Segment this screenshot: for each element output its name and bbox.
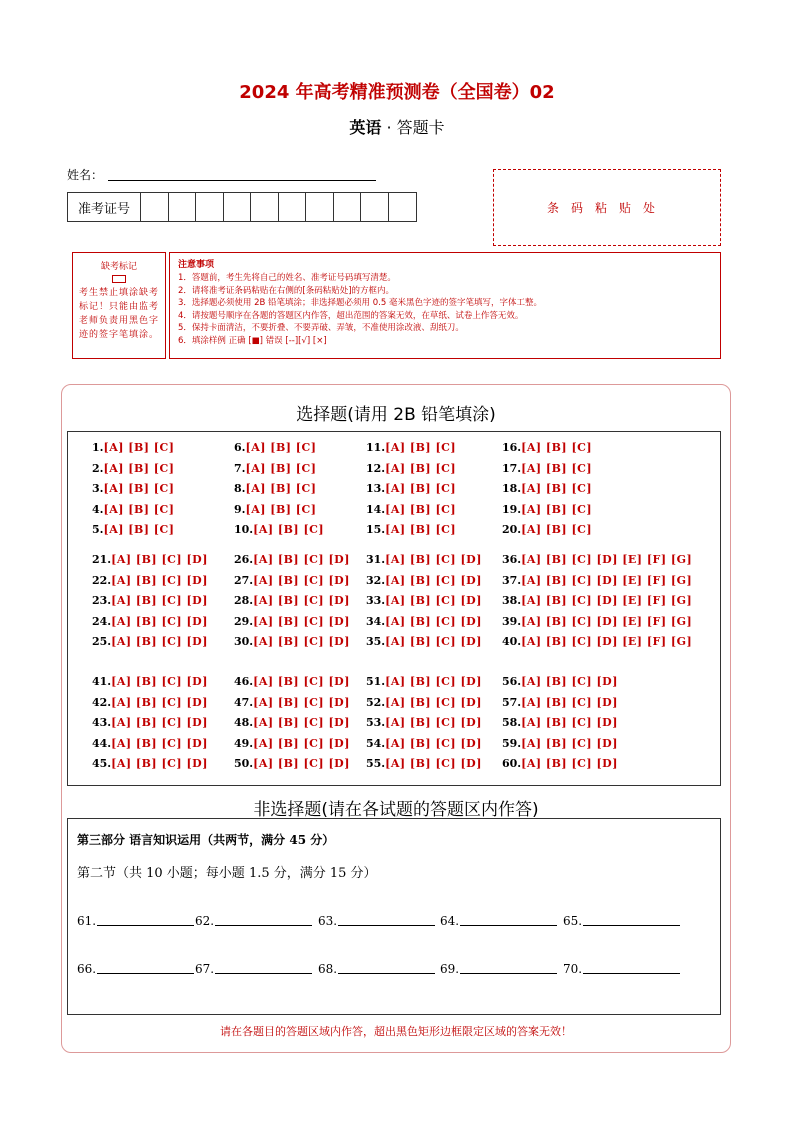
- mc-question-number: 23.: [92, 594, 112, 608]
- mc-answer-options[interactable]: [A] [B] [C]: [521, 441, 593, 454]
- mc-question: [366, 675, 482, 688]
- mc-question: [92, 594, 208, 607]
- blank-number: 62.: [195, 914, 215, 928]
- mc-question-number: 29.: [234, 614, 254, 628]
- mc-question: [92, 675, 208, 688]
- mc-answer-options[interactable]: [A] [B] [C] [D]: [385, 695, 482, 709]
- mc-question: [502, 503, 592, 516]
- mc-question-number: 42.: [92, 695, 112, 709]
- mc-question: [92, 635, 208, 648]
- mc-question: [366, 635, 482, 648]
- mc-question: [92, 574, 208, 587]
- mc-question-number: 34.: [366, 614, 386, 628]
- ticket-digit-cell[interactable]: [361, 193, 389, 221]
- blank-number: 67.: [195, 962, 215, 976]
- mc-question-number: 14.: [366, 502, 386, 516]
- mc-question: [234, 503, 316, 516]
- answer-blank: [318, 914, 435, 928]
- ticket-digit-cell[interactable]: [334, 193, 362, 221]
- ticket-digit-cell[interactable]: [196, 193, 224, 221]
- mc-question-number: 22.: [92, 573, 112, 587]
- ticket-number-label: 准考证号: [68, 193, 141, 221]
- mc-question: [92, 696, 208, 709]
- absent-mark-checkbox[interactable]: [112, 275, 126, 283]
- mc-answer-options[interactable]: [A] [B] [C] [D]: [111, 594, 208, 608]
- mc-answer-options[interactable]: [A] [B] [C] [D]: [253, 716, 350, 730]
- mc-question-number: 4.: [92, 502, 104, 516]
- mc-answer-options[interactable]: [A] [B] [C] [D]: [521, 695, 618, 709]
- mc-question: [92, 737, 208, 750]
- blank-answer-line[interactable]: [583, 973, 680, 974]
- mc-answer-options[interactable]: [A] [B] [C] [D]: [253, 594, 350, 608]
- mc-answer-options[interactable]: [A] [B] [C] [D]: [111, 614, 208, 628]
- mc-question-number: 41.: [92, 675, 112, 688]
- mc-question-number: 48.: [234, 716, 254, 730]
- ticket-digit-cell[interactable]: [389, 193, 417, 221]
- mc-question-number: 59.: [502, 736, 522, 750]
- mc-question: [502, 441, 592, 454]
- mc-question-number: 49.: [234, 736, 254, 750]
- mc-question-number: 50.: [234, 757, 254, 771]
- mc-question: [502, 757, 618, 770]
- blank-number: 66.: [77, 962, 97, 976]
- ticket-digit-cell[interactable]: [279, 193, 307, 221]
- mc-question: [234, 615, 350, 628]
- subtitle-separator: ·: [386, 118, 392, 137]
- mc-question-number: 54.: [366, 736, 386, 750]
- mc-question-number: 33.: [366, 594, 386, 608]
- mc-question: [502, 574, 692, 587]
- mc-answer-options[interactable]: [A] [B] [C] [D]: [253, 695, 350, 709]
- footer-warning: 请在各题目的答题区域内作答，超出黑色矩形边框限定区域的答案无效！: [220, 1025, 572, 1038]
- mc-question-number: 40.: [502, 635, 522, 649]
- mc-answer-options[interactable]: [A] [B] [C]: [103, 461, 175, 475]
- mc-answer-options[interactable]: [A] [B] [C]: [521, 523, 593, 537]
- mc-question: [234, 737, 350, 750]
- mc-question: [502, 523, 592, 536]
- mc-question-number: 36.: [502, 553, 522, 566]
- mc-question: [366, 696, 482, 709]
- mc-question: [92, 441, 174, 454]
- mc-question-number: 32.: [366, 573, 386, 587]
- mc-question: [502, 696, 618, 709]
- mc-answer-options[interactable]: [A] [B] [C] [D]: [111, 675, 208, 688]
- ticket-digit-cell[interactable]: [251, 193, 279, 221]
- mc-question: [366, 574, 482, 587]
- mc-answer-options[interactable]: [A] [B] [C] [D]: [253, 614, 350, 628]
- mc-question-number: 53.: [366, 716, 386, 730]
- mc-answer-options[interactable]: [A] [B] [C] [D]: [521, 675, 618, 688]
- blank-answer-line[interactable]: [97, 925, 194, 926]
- mc-answer-options[interactable]: [A] [B] [C]: [245, 502, 317, 516]
- notes-box: [169, 252, 721, 359]
- answer-blank: [440, 962, 557, 976]
- mc-question: [366, 523, 456, 536]
- mc-question: [502, 553, 692, 566]
- mc-answer-options[interactable]: [A] [B] [C] [D]: [385, 635, 482, 649]
- blank-number: 68.: [318, 962, 338, 976]
- mc-question-number: 10.: [234, 523, 254, 537]
- blank-answer-line[interactable]: [215, 925, 312, 926]
- blank-answer-line[interactable]: [97, 973, 194, 974]
- ticket-digit-cell[interactable]: [306, 193, 334, 221]
- mc-answer-options[interactable]: [A] [B] [C] [D]: [385, 736, 482, 750]
- mc-question: [502, 594, 692, 607]
- mc-question: [366, 757, 482, 770]
- mc-question: [366, 462, 456, 475]
- mc-question-number: 35.: [366, 635, 386, 649]
- section-title: 第二节（共 10 小题；每小题 1.5 分，满分 15 分）: [77, 866, 377, 881]
- mc-answer-options[interactable]: [A] [B] [C] [D]: [385, 553, 482, 566]
- mc-question-number: 24.: [92, 614, 112, 628]
- mc-question: [234, 462, 316, 475]
- mc-question-number: 44.: [92, 736, 112, 750]
- mc-answer-options[interactable]: [A] [B] [C] [D]: [385, 614, 482, 628]
- mc-question: [502, 716, 618, 729]
- mc-answer-options[interactable]: [A] [B] [C]: [521, 461, 593, 475]
- mc-question-number: 17.: [502, 461, 522, 475]
- mc-question-number: 38.: [502, 594, 522, 608]
- mc-question-number: 15.: [366, 523, 386, 537]
- blank-answer-line[interactable]: [583, 925, 680, 926]
- blank-answer-line[interactable]: [460, 925, 557, 926]
- mc-answer-options[interactable]: [A] [B] [C]: [253, 523, 325, 537]
- mc-question: [502, 675, 618, 688]
- mc-answer-options[interactable]: [A] [B] [C] [D] [E] [F] [G]: [521, 635, 693, 649]
- mc-answer-options[interactable]: [A] [B] [C] [D]: [385, 716, 482, 730]
- mc-question: [234, 716, 350, 729]
- mc-answer-options[interactable]: [A] [B] [C]: [245, 461, 317, 475]
- mc-answer-options[interactable]: [A] [B] [C]: [385, 461, 457, 475]
- mc-question-number: 55.: [366, 757, 386, 771]
- mc-answer-options[interactable]: [A] [B] [C] [D] [E] [F] [G]: [521, 573, 693, 587]
- mc-question-number: 27.: [234, 573, 254, 587]
- mc-answer-options[interactable]: [A] [B] [C] [D]: [253, 736, 350, 750]
- blank-number: 69.: [440, 962, 460, 976]
- name-label: 姓名：: [67, 168, 104, 182]
- answer-blank: [563, 962, 680, 976]
- blank-answer-line[interactable]: [338, 973, 435, 974]
- mc-answer-options[interactable]: [A] [B] [C]: [385, 502, 457, 516]
- mc-question-number: 43.: [92, 716, 112, 730]
- mc-question: [366, 737, 482, 750]
- mc-question-number: 9.: [234, 502, 246, 516]
- answer-blank: [563, 914, 680, 928]
- answer-blank: [318, 962, 435, 976]
- mc-question-number: 51.: [366, 675, 386, 688]
- mc-answer-options[interactable]: [A] [B] [C]: [385, 482, 457, 496]
- blank-number: 63.: [318, 914, 338, 928]
- notes-item: 5．保持卡面清洁，不要折叠、不要弄破、弄皱，不准使用涂改液、刮纸刀。: [178, 323, 464, 334]
- mc-question: [234, 675, 350, 688]
- mc-question-number: 45.: [92, 757, 112, 771]
- ticket-number-field: [67, 192, 417, 222]
- mc-question: [366, 594, 482, 607]
- mc-question: [502, 737, 618, 750]
- mc-answer-options[interactable]: [A] [B] [C] [D] [E] [F] [G]: [521, 614, 693, 628]
- mc-question-number: 2.: [92, 461, 104, 475]
- mc-question-number: 3.: [92, 482, 104, 496]
- mc-question-number: 37.: [502, 573, 522, 587]
- blank-answer-line[interactable]: [215, 973, 312, 974]
- mc-answer-options[interactable]: [A] [B] [C] [D]: [253, 553, 350, 566]
- mc-question-number: 21.: [92, 553, 112, 566]
- mc-question: [92, 503, 174, 516]
- mc-question: [234, 441, 316, 454]
- mc-question: [92, 757, 208, 770]
- mc-question: [366, 441, 456, 454]
- page-title: 2024 年高考精准预测卷（全国卷）02: [239, 82, 555, 103]
- mc-answer-options[interactable]: [A] [B] [C]: [521, 482, 593, 496]
- mc-answer-options[interactable]: [A] [B] [C] [D]: [385, 675, 482, 688]
- absent-mark-title: 缺考标记: [100, 262, 137, 272]
- mc-answer-options[interactable]: [A] [B] [C] [D]: [253, 675, 350, 688]
- mc-question: [366, 716, 482, 729]
- mc-question-number: 46.: [234, 675, 254, 688]
- mc-answer-options[interactable]: [A] [B] [C] [D]: [111, 716, 208, 730]
- answer-blank: [195, 914, 312, 928]
- mc-question: [92, 462, 174, 475]
- answer-blank: [77, 914, 194, 928]
- mc-question: [92, 615, 208, 628]
- mc-question-number: 47.: [234, 695, 254, 709]
- mc-question-number: 18.: [502, 482, 522, 496]
- mc-question: [502, 615, 692, 628]
- mc-question-number: 39.: [502, 614, 522, 628]
- mc-question: [502, 482, 592, 495]
- answer-blank: [195, 962, 312, 976]
- mc-answer-options[interactable]: [A] [B] [C] [D]: [385, 594, 482, 608]
- mc-question-number: 26.: [234, 553, 254, 566]
- part-title: 第三部分 语言知识运用（共两节，满分 45 分）: [77, 833, 335, 847]
- notes-item: 6．填涂样例 正确 [■] 错误 [--][√] [×]: [178, 335, 327, 346]
- mc-question-number: 20.: [502, 523, 522, 537]
- mc-answer-options[interactable]: [A] [B] [C] [D]: [253, 573, 350, 587]
- mc-question-number: 6.: [234, 441, 246, 454]
- name-field[interactable]: [108, 180, 376, 181]
- mc-question-number: 56.: [502, 675, 522, 688]
- absent-mark-instructions: 考生禁止填涂缺考标记！只能由监考老师负责用黑色字迹的签字笔填涂。: [79, 288, 160, 340]
- mc-question-number: 12.: [366, 461, 386, 475]
- mc-answer-options[interactable]: [A] [B] [C]: [521, 502, 593, 516]
- notes-item: 2．请将准考证条码粘贴在右侧的[条码粘贴处]的方框内。: [178, 285, 395, 296]
- barcode-area: 条码粘贴处: [493, 169, 721, 246]
- blank-answer-line[interactable]: [460, 973, 557, 974]
- mc-question: [502, 462, 592, 475]
- mc-question: [234, 635, 350, 648]
- blank-number: 65.: [563, 914, 583, 928]
- mc-question-number: 31.: [366, 553, 386, 566]
- mc-answer-options[interactable]: [A] [B] [C] [D]: [521, 716, 618, 730]
- mc-answer-options[interactable]: [A] [B] [C]: [103, 502, 175, 516]
- mc-answer-options[interactable]: [A] [B] [C]: [245, 482, 317, 496]
- mc-question-number: 28.: [234, 594, 254, 608]
- mc-question-number: 11.: [366, 441, 386, 454]
- mc-question: [366, 482, 456, 495]
- mc-question: [92, 523, 174, 536]
- mc-question: [234, 482, 316, 495]
- mc-question: [366, 503, 456, 516]
- ticket-digit-cell[interactable]: [224, 193, 252, 221]
- mc-question: [366, 553, 482, 566]
- mc-question-number: 13.: [366, 482, 386, 496]
- mc-question: [502, 635, 692, 648]
- card-subtitle: [0, 115, 794, 138]
- notes-item: 1．答题前，考生先将自己的姓名、准考证号码填写清楚。: [178, 273, 396, 283]
- mc-question-number: 58.: [502, 716, 522, 730]
- mc-question-number: 8.: [234, 482, 246, 496]
- mc-question: [92, 482, 174, 495]
- answer-blank: [77, 962, 194, 976]
- mc-answer-options[interactable]: [A] [B] [C] [D]: [111, 736, 208, 750]
- mc-answer-options[interactable]: [A] [B] [C] [D] [E] [F] [G]: [521, 594, 693, 608]
- mc-question-number: 30.: [234, 635, 254, 649]
- mc-answer-options[interactable]: [A] [B] [C] [D] [E] [F] [G]: [521, 553, 693, 566]
- mc-question-number: 60.: [502, 757, 522, 771]
- blank-answer-line[interactable]: [338, 925, 435, 926]
- absent-mark-box: [72, 252, 166, 359]
- mc-question: [92, 716, 208, 729]
- notes-title: 注意事项: [178, 260, 215, 270]
- mc-section-title: 选择题(请用 2B 铅笔填涂): [296, 405, 496, 425]
- ticket-digit-cell[interactable]: [141, 193, 169, 221]
- mc-answer-options[interactable]: [A] [B] [C] [D]: [111, 553, 208, 566]
- blank-number: 70.: [563, 962, 583, 976]
- mc-question-number: 25.: [92, 635, 112, 649]
- mc-question: [234, 574, 350, 587]
- mc-answer-options[interactable]: [A] [B] [C]: [385, 441, 457, 454]
- mc-answer-options[interactable]: [A] [B] [C] [D]: [521, 757, 618, 771]
- mc-question-number: 5.: [92, 523, 104, 537]
- mc-answer-options[interactable]: [A] [B] [C] [D]: [111, 757, 208, 771]
- mc-question-number: 52.: [366, 695, 386, 709]
- ticket-digit-cell[interactable]: [169, 193, 197, 221]
- mc-question: [234, 523, 324, 536]
- mc-answer-options[interactable]: [A] [B] [C]: [103, 523, 175, 537]
- mc-question-number: 19.: [502, 502, 522, 516]
- mc-question-number: 16.: [502, 441, 522, 454]
- mc-answer-options[interactable]: [A] [B] [C] [D]: [111, 635, 208, 649]
- blank-number: 64.: [440, 914, 460, 928]
- mc-question-number: 57.: [502, 695, 522, 709]
- mc-answer-options[interactable]: [A] [B] [C]: [245, 441, 317, 454]
- mc-question: [234, 757, 350, 770]
- mc-question: [234, 594, 350, 607]
- mc-answer-options[interactable]: [A] [B] [C]: [103, 482, 175, 496]
- answer-blank: [440, 914, 557, 928]
- notes-item: 4．请按题号顺序在各题的答题区内作答，超出范围的答案无效，在草纸、试卷上作答无效。: [178, 310, 524, 321]
- mc-question: [234, 696, 350, 709]
- mc-answer-options[interactable]: [A] [B] [C] [D]: [111, 573, 208, 587]
- mc-question: [366, 615, 482, 628]
- mc-answer-options[interactable]: [A] [B] [C] [D]: [385, 757, 482, 771]
- blank-number: 61.: [77, 914, 97, 928]
- mc-answer-options[interactable]: [A] [B] [C] [D]: [253, 757, 350, 771]
- mc-answer-options[interactable]: [A] [B] [C] [D]: [111, 695, 208, 709]
- mc-question-number: 7.: [234, 461, 246, 475]
- mc-question: [92, 553, 208, 566]
- card-name: 答题卡: [396, 118, 445, 137]
- mc-answer-options[interactable]: [A] [B] [C]: [103, 441, 175, 454]
- mc-question: [234, 553, 350, 566]
- mc-answer-options[interactable]: [A] [B] [C] [D]: [521, 736, 618, 750]
- notes-item: 3．选择题必须使用 2B 铅笔填涂；非选择题必须用 0.5 毫米黑色字迹的签字笔填写，字体工整。: [178, 298, 542, 309]
- mc-question-number: 1.: [92, 441, 104, 454]
- mc-answer-options[interactable]: [A] [B] [C] [D]: [385, 573, 482, 587]
- mc-answer-options[interactable]: [A] [B] [C]: [385, 523, 457, 537]
- subject-label: 英语: [349, 118, 382, 137]
- nc-section-title: 非选择题(请在各试题的答题区内作答): [253, 800, 539, 820]
- mc-answer-options[interactable]: [A] [B] [C] [D]: [253, 635, 350, 649]
